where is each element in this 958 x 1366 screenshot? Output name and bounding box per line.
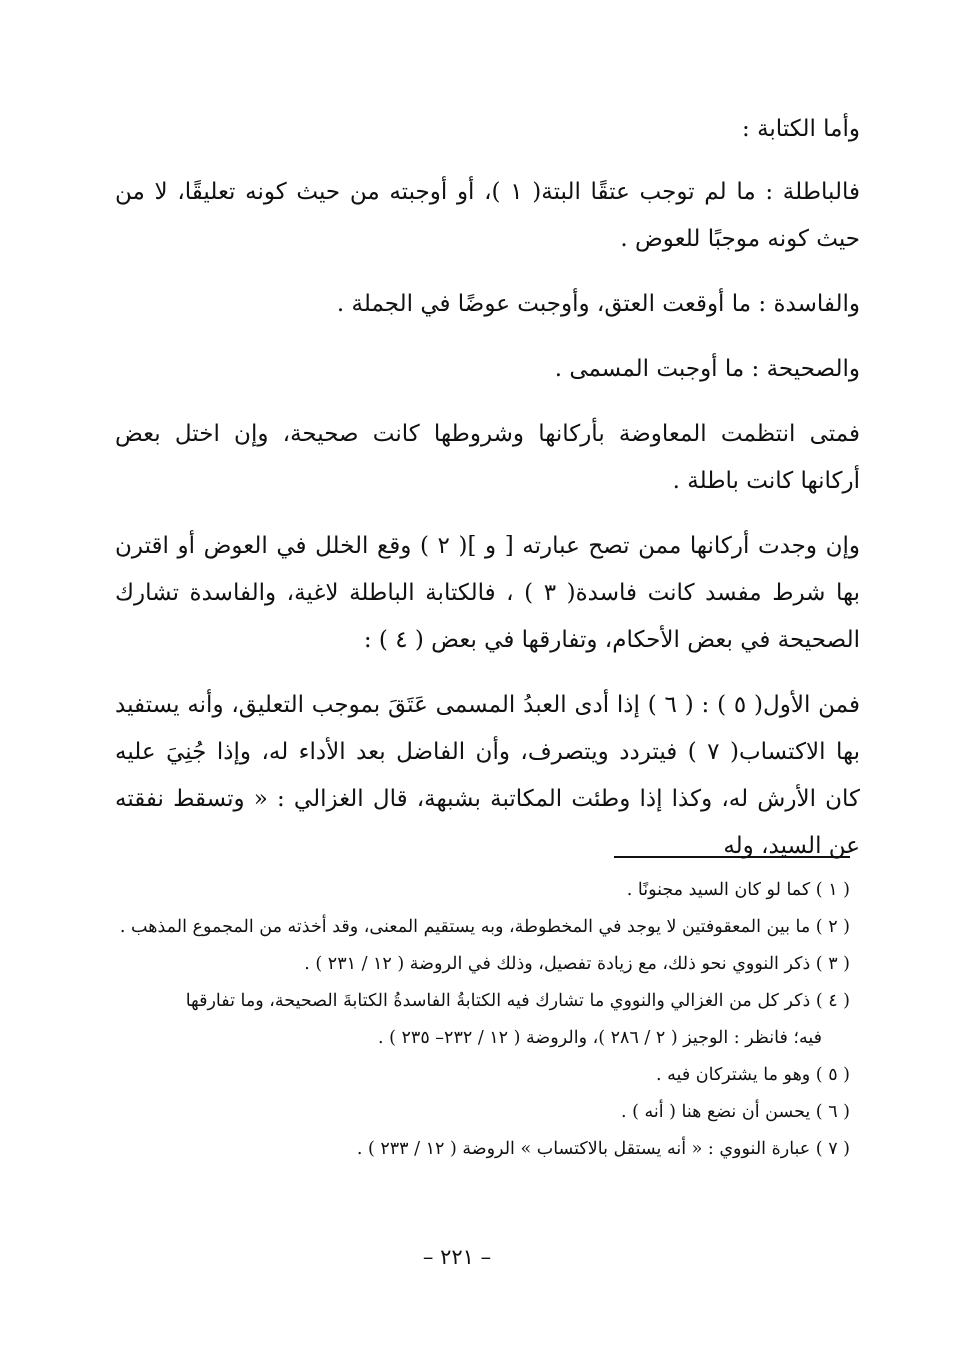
paragraph-muawada: فمتى انتظمت المعاوضة بأركانها وشروطها كانت صحيحة، وإن اختل بعض أركانها كانت باطلة . <box>115 421 860 494</box>
footnote-4-continued: فيه؛ فانظر : الوجيز ( ٢ / ٢٨٦ )، والروضة ( ١٢ / ٢٣٢– ٢٣٥ ) . <box>378 1028 822 1048</box>
paragraph-arkan: وإن وجدت أركانها ممن تصح عبارته [ و ]( ٢ ) وقع الخلل في العوض أو اقترن بها شرط مفسد كانت فاسدة( ٣ ) ، فالكتابة الباطلة لاغية، والفاسدة تشارك الصحيحة في بعض الأحكام، وتفارقها في بعض ( ٤ ) : <box>115 533 860 653</box>
paragraph-awwal: فمن الأول( ٥ ) : ( ٦ ) إذا أدى العبدُ المسمى عَتَقَ بموجب التعليق، وأنه يستفيد بها الاكتساب( ٧ ) فيتردد ويتصرف، وأن الفاضل بعد الأداء له، وإذا جُنِيَ عليه كان الأرش له، وكذا إذا وطئت المكاتبة بشبهة، قال الغزالي : « وتسقط نفقته عن السيد، وله <box>115 692 860 859</box>
paragraph-fasida: والفاسدة : ما أوقعت العتق، وأوجبت عوضًا في الجملة . <box>336 291 860 317</box>
footnote-1: ( ١ ) كما لو كان السيد مجنونًا . <box>626 880 850 900</box>
footnote-2: ( ٢ ) ما بين المعقوفتين لا يوجد في المخطوطة، وبه يستقيم المعنى، وقد أخذته من المجموع المذهب . <box>119 917 850 937</box>
main-text <box>115 106 860 888</box>
footnote-6: ( ٦ ) يحسن أن نضع هنا ( أنه ) . <box>620 1102 850 1122</box>
paragraph-batila: فالباطلة : ما لم توجب عتقًا البتة( ١ )، أو أوجبته من حيث كونه تعليقًا، لا من حيث كونه موجبًا للعوض . <box>115 179 860 252</box>
paragraph-sahiha: والصحيحة : ما أوجبت المسمى . <box>554 356 860 382</box>
section-heading: وأما الكتابة : <box>742 116 860 142</box>
footnote-divider <box>614 856 850 858</box>
page-number-container <box>0 1245 958 1269</box>
footnotes <box>115 872 850 1168</box>
page-number: – ٢٢١ – <box>422 1245 492 1269</box>
footnote-4: ( ٤ ) ذكر كل من الغزالي والنووي ما تشارك فيه الكتابةُ الفاسدةُ الكتابةَ الصحيحة، وما تفارقها <box>185 991 850 1011</box>
footnote-7: ( ٧ ) عبارة النووي : « أنه يستقل بالاكتساب » الروضة ( ١٢ / ٢٣٣ ) . <box>356 1139 850 1159</box>
footnote-3: ( ٣ ) ذكر النووي نحو ذلك، مع زيادة تفصيل، وذلك في الروضة ( ١٢ / ٢٣١ ) . <box>304 954 850 974</box>
footnote-5: ( ٥ ) وهو ما يشتركان فيه . <box>656 1065 850 1085</box>
